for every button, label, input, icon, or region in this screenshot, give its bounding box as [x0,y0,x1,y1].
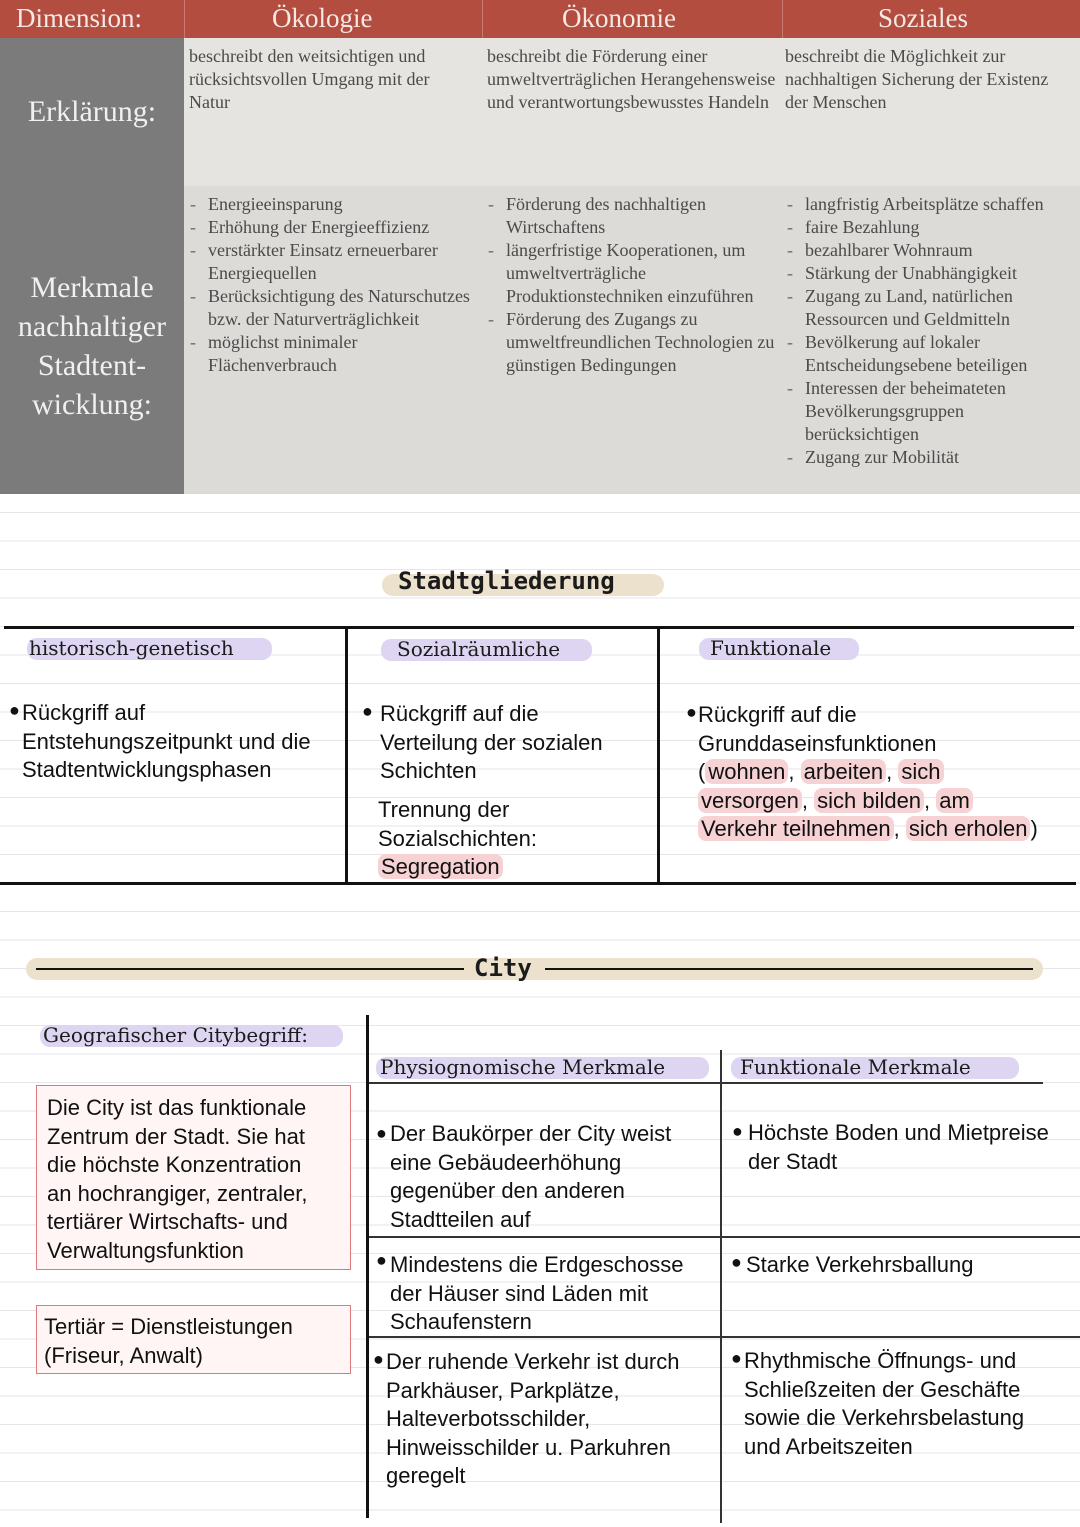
list-item: - Interessen der beheimateten Bevölkerungsgruppen berücksichtigen [785,377,1077,446]
funk-item: Höchste Boden und Mietpreise der Stadt [748,1120,1049,1174]
list-item: - langfristig Arbeitsplätze schaffen [785,193,1077,216]
city-title: City [474,954,532,982]
city-table-divider [720,1050,722,1523]
list-item: - längerfristige Kooperationen, um umweltverträgliche Produktionstechniken einzuführen [486,239,780,308]
function-highlight: wohnen [705,759,788,784]
function-highlight: am [936,788,973,813]
stadtgliederung-title: Stadtgliederung [398,567,615,595]
definition-text: Die City ist das funktionale Zentrum der Stadt. Sie hat die höchste Konzentration an hochrangiger, zentraler, tertiärer Wirtschafts- und Verwaltungsfunktion [47,1095,308,1263]
bullet: ● [731,1252,742,1272]
erklaerung-oekologie: beschreibt den weitsichtigen und rücksichtsvollen Umgang mit der Natur [189,46,430,112]
list-item: - Bevölkerung auf lokaler Entscheidungsebene beteiligen [785,331,1077,377]
row-label-merkmale: Merkmale nachhaltiger Stadtent- wicklung: [0,186,184,494]
list-item: - faire Bezahlung [785,216,1077,239]
bullet: ● [732,1121,743,1141]
row-label-erklaerung: Erklärung: [0,38,184,186]
list-item: - Erhöhung der Energieeffizienz [188,216,478,239]
list-item: - Stärkung der Unabhängigkeit [785,262,1077,285]
bullet: ● [376,1250,387,1270]
bullet: ● [686,702,697,722]
city-row-divider [369,1236,1080,1238]
merkmale-soziales [785,193,1077,469]
list-item: - Zugang zu Land, natürlichen Ressourcen und Geldmitteln [785,285,1077,331]
list-item: - möglichst minimaler Flächenverbrauch [188,331,478,377]
header-oekologie: Ökologie [272,3,373,33]
funk-head: Funktionale Merkmale [740,1055,971,1079]
col-head-funktional: Funktionale [710,636,832,660]
bullet: ● [362,701,373,721]
list-item: - Zugang zur Mobilität [785,446,1077,469]
list-item: - Berücksichtigung des Naturschutzes bzw. der Naturverträglichkeit [188,285,478,331]
funk-item: Rhythmische Öffnungs- und Schließzeiten der Geschäfte sowie die Verkehrsbelastung und Arbeitszeiten [744,1348,1025,1459]
tertiaer-text: Tertiär = Dienstleistungen (Friseur, Anwalt) [44,1314,293,1368]
dimension-table [0,0,1080,494]
funktional-text: Rückgriff auf die Grunddaseinsfunktionen ( wohnen , arbeiten , sich versorgen , sich bilden , am Verkehr teilnehmen , sich erholen ) [698,702,1038,841]
bullet: ● [731,1348,742,1368]
list-item: - Förderung des nachhaltigen Wirtschaftens [486,193,780,239]
function-highlight: versorgen [698,788,802,813]
function-highlight: Verkehr teilnehmen [698,816,894,841]
function-highlight: arbeiten [801,759,887,784]
city-rule-left [36,968,464,970]
bullet: ● [376,1123,387,1143]
segregation-highlight: Segregation [378,854,503,879]
sozialraeumlich-text: Rückgriff auf die Verteilung der sozialen Schichten [380,701,603,783]
table-top-border [4,626,1074,629]
erklaerung-oekonomie: beschreibt die Förderung einer umweltverträglichen Herangehensweise und verantwortungsbewusstes Handeln [487,46,776,112]
header-oekonomie: Ökonomie [562,3,676,33]
dimension-header-row [0,0,1080,38]
header-dimension-label: Dimension: [16,3,142,33]
table-bottom-border [0,882,1076,885]
function-highlight: sich [898,759,943,784]
geo-citybegriff-head: Geografischer Citybegriff: [43,1023,308,1047]
function-highlight: sich erholen [906,816,1031,841]
physio-head: Physiognomische Merkmale [380,1055,666,1079]
historisch-text: Rückgriff auf Entstehungszeitpunkt und die Stadtentwicklungsphasen [22,700,311,782]
header-soziales: Soziales [878,3,968,33]
bullet: ● [373,1349,384,1369]
function-highlight: sich bilden [814,788,924,813]
physio-item: Der ruhende Verkehr ist durch Parkhäuser, Parkplätze, Halteverbotsschilder, Hinweisschilder u. Parkuhren geregelt [386,1349,680,1488]
table-divider [345,627,348,884]
list-item: - Energieeinsparung [188,193,478,216]
col-head-historisch: historisch-genetisch [29,636,234,660]
physio-item: Mindestens die Erdgeschosse der Häuser sind Läden mit Schaufenstern [390,1252,684,1334]
merkmale-oekonomie [486,193,780,377]
physio-item: Der Baukörper der City weist eine Gebäudeerhöhung gegenüber den anderen Stadtteilen auf [390,1121,672,1232]
list-item: - Förderung des Zugangs zu umweltfreundlichen Technologien zu günstigen Bedingungen [486,308,780,377]
city-table-divider [366,1015,369,1518]
funk-item: Starke Verkehrsballung [746,1252,974,1277]
list-item: - bezahlbarer Wohnraum [785,239,1077,262]
table-divider [657,627,660,884]
merkmale-oekologie [188,193,478,377]
city-rule-right [545,968,1033,970]
bullet: ● [9,700,20,720]
col-head-sozialraeumlich: Sozialräumliche [397,637,561,661]
city-head-underline [369,1082,1043,1084]
erklaerung-soziales: beschreibt die Möglichkeit zur nachhaltigen Sicherung der Existenz der Menschen [785,46,1049,112]
segregation-text: Trennung der Sozialschichten: Segregation [378,797,537,879]
list-item: - verstärkter Einsatz erneuerbarer Energiequellen [188,239,478,285]
